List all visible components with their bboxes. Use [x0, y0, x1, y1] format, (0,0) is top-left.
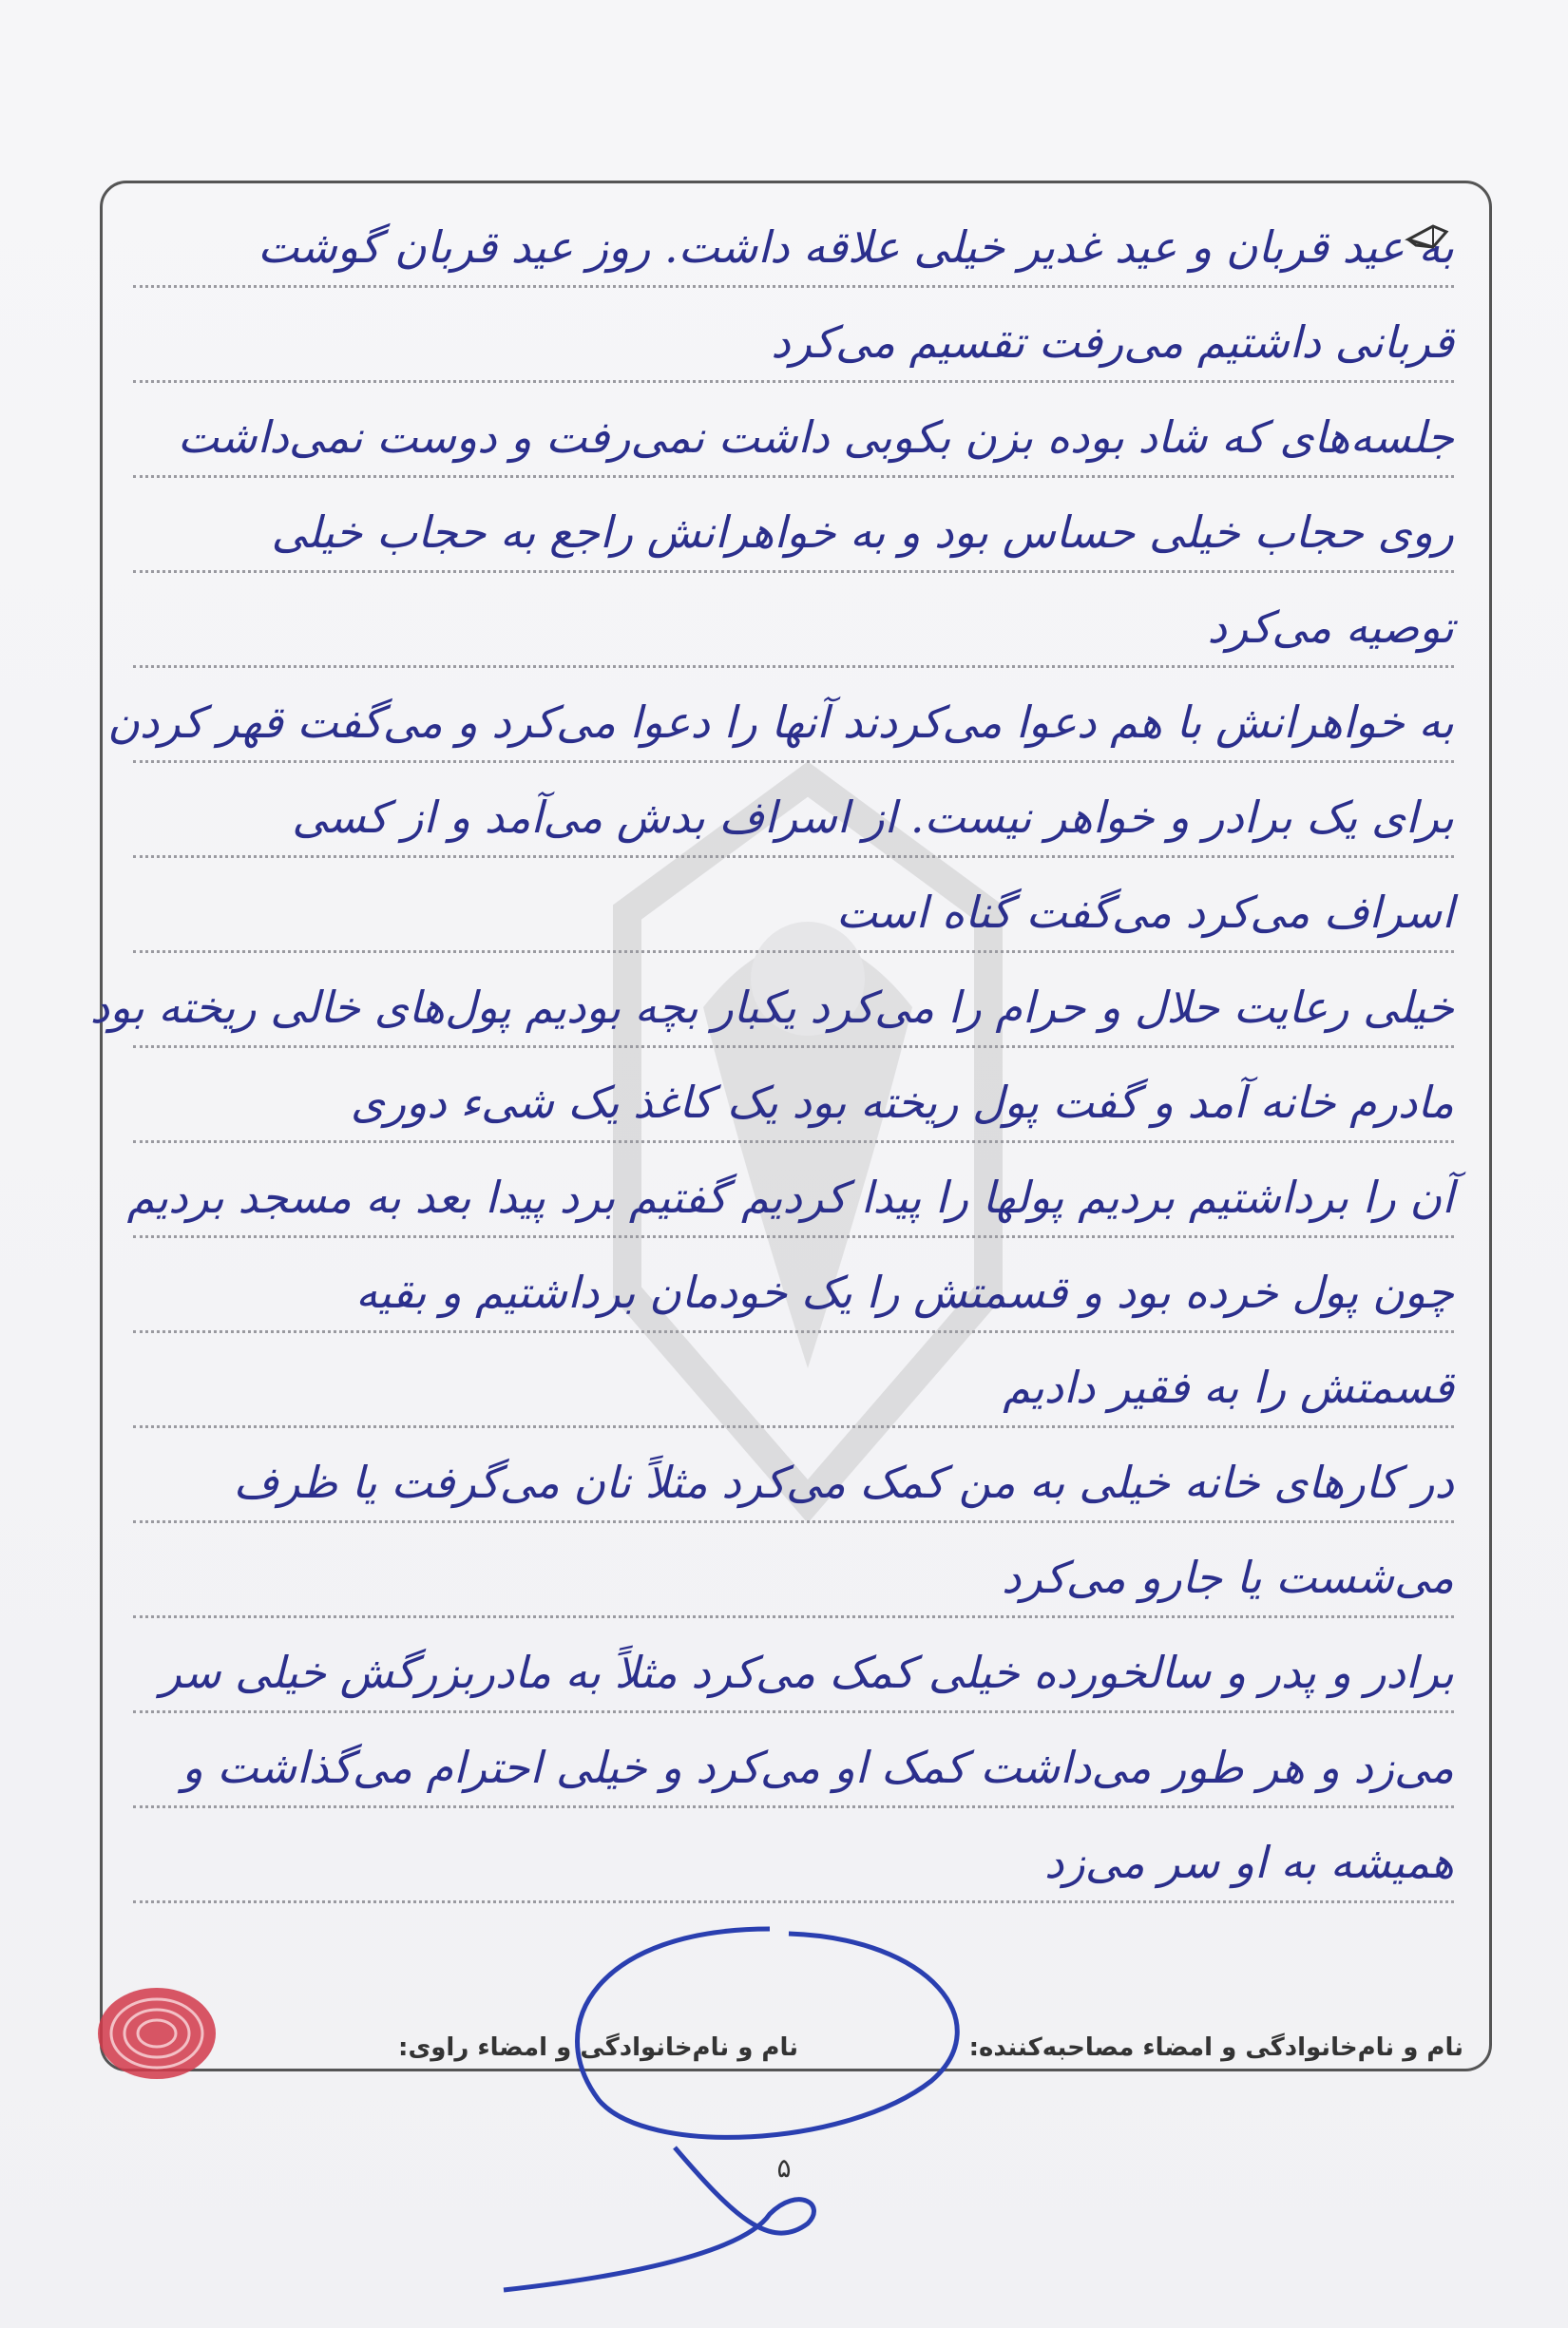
- handwritten-line: [133, 290, 1454, 383]
- handwritten-line: [133, 480, 1454, 573]
- red-fingerprint-icon: [90, 1981, 223, 2086]
- handwritten-line-text: همیشه به او سر می‌زد: [1044, 1837, 1454, 1888]
- handwritten-line-text: چون پول خرده بود و قسمتش را یک خودمان برداشتیم و بقیه: [355, 1267, 1454, 1318]
- handwritten-line: [133, 575, 1454, 668]
- handwritten-line-text: در کارهای خانه خیلی به من کمک می‌کرد مثلاً نان می‌گرفت یا ظرف: [233, 1457, 1454, 1508]
- handwritten-line-text: جلسه‌های که شاد بوده بزن بکوبی داشت نمی‌رفت و دوست نمی‌داشت: [177, 411, 1454, 463]
- handwritten-line: [89, 955, 1454, 1048]
- handwritten-line-text: روی حجاب خیلی حساس بود و به خواهرانش راجع به حجاب خیلی: [271, 506, 1454, 558]
- handwritten-line-text: آن را برداشتیم بردیم پولها را پیدا کردیم گفتیم برد پیدا بعد به مسجد بردیم: [126, 1172, 1454, 1223]
- handwritten-line: [133, 1715, 1454, 1808]
- handwritten-line: [126, 1145, 1454, 1238]
- handwritten-line: [133, 1620, 1454, 1713]
- handwritten-line-text: توصیه می‌کرد: [1207, 601, 1454, 653]
- handwritten-line-text: قربانی داشتیم می‌رفت تقسیم می‌کرد: [771, 316, 1454, 368]
- handwritten-line: [133, 1810, 1454, 1903]
- handwritten-line: [133, 195, 1454, 288]
- handwritten-line-text: به خواهرانش با هم دعوا می‌کردند آنها را دعوا می‌کرد و می‌گفت قهر کردن: [107, 696, 1454, 748]
- handwritten-line: [133, 1240, 1454, 1333]
- handwritten-line: [133, 860, 1454, 953]
- handwritten-line-text: برای یک برادر و خواهر نیست. از اسراف بدش می‌آمد و از کسی: [292, 792, 1454, 843]
- handwritten-line: [133, 385, 1454, 478]
- handwritten-line-text: برادر و پدر و سالخورده خیلی کمک می‌کرد مثلاً به مادربزرگش خیلی سر: [160, 1647, 1454, 1698]
- handwritten-line: [133, 1525, 1454, 1618]
- page-number: ۵: [776, 2152, 792, 2184]
- handwritten-line: [133, 765, 1454, 858]
- handwritten-line-text: به عید قربان و عید غدیر خیلی علاقه داشت. روز عید قربان گوشت: [258, 221, 1454, 273]
- handwritten-line-text: مادرم خانه آمد و گفت پول ریخته بود یک کاغذ یک شیء دوری: [350, 1077, 1454, 1128]
- handwritten-line: [133, 1050, 1454, 1143]
- handwritten-line: [133, 1335, 1454, 1428]
- handwritten-line-text: اسراف می‌کرد می‌گفت گناه است: [835, 887, 1454, 938]
- handwritten-line-text: قسمتش را به فقیر دادیم: [1003, 1362, 1454, 1413]
- handwritten-line: [107, 670, 1454, 763]
- narrator-signature-label: نام و نام‌خانوادگی و امضاء راوی:: [398, 2033, 798, 2062]
- handwritten-line-text: می‌شست یا جارو می‌کرد: [1001, 1552, 1454, 1603]
- interviewer-signature-label: نام و نام‌خانوادگی و امضاء مصاحبه‌کننده:: [968, 2033, 1463, 2062]
- handwritten-line: [133, 1430, 1454, 1523]
- handwritten-line-text: می‌زد و هر طور می‌داشت کمک او می‌کرد و خیلی احترام می‌گذاشت و: [182, 1742, 1454, 1793]
- blue-signature-icon: [485, 1910, 1055, 2309]
- handwritten-line-text: خیلی رعایت حلال و حرام را می‌کرد یکبار بچه بودیم پول‌های خالی ریخته بود: [89, 982, 1454, 1033]
